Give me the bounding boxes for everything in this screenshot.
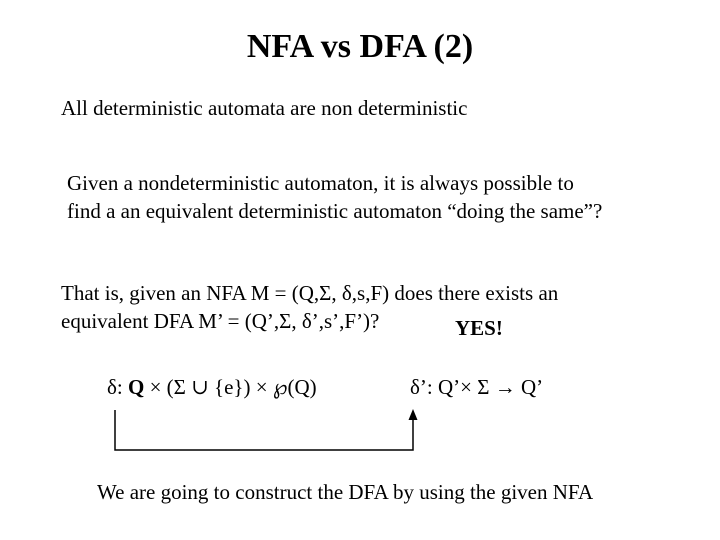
statement-text: All deterministic automata are non deterministic [61, 96, 468, 120]
that-is-line-1: That is, given an NFA M = (Q,Σ, δ,s,F) does there exists an [61, 281, 559, 305]
that-is-line-2: equivalent DFA M’ = (Q’,Σ, δ’,s’,F’)? [61, 309, 380, 333]
nfa-times: × ( [144, 375, 174, 399]
nfa-transition-function [107, 377, 317, 398]
answer-yes: YES! [455, 316, 503, 340]
nfa-sigma-union-e: Σ ∪ {e}) × [173, 375, 273, 399]
nfa-powerset-q: ℘(Q) [272, 375, 317, 399]
slide-title: NFA vs DFA (2) [246, 28, 474, 65]
connector-line [115, 410, 413, 450]
nfa-delta-prefix: δ: [107, 375, 128, 399]
question-line-1: Given a nondeterministic automaton, it is always possible to [67, 171, 574, 195]
footer-text: We are going to construct the DFA by using the given NFA [97, 480, 594, 504]
question-line-2: find a an equivalent deterministic automaton “doing the same”? [67, 199, 603, 223]
dfa-transition-function: δ’: Q’× Σ → Q’ [410, 375, 544, 399]
arrowhead-icon [409, 409, 418, 420]
nfa-states-q: Q [127, 375, 145, 399]
